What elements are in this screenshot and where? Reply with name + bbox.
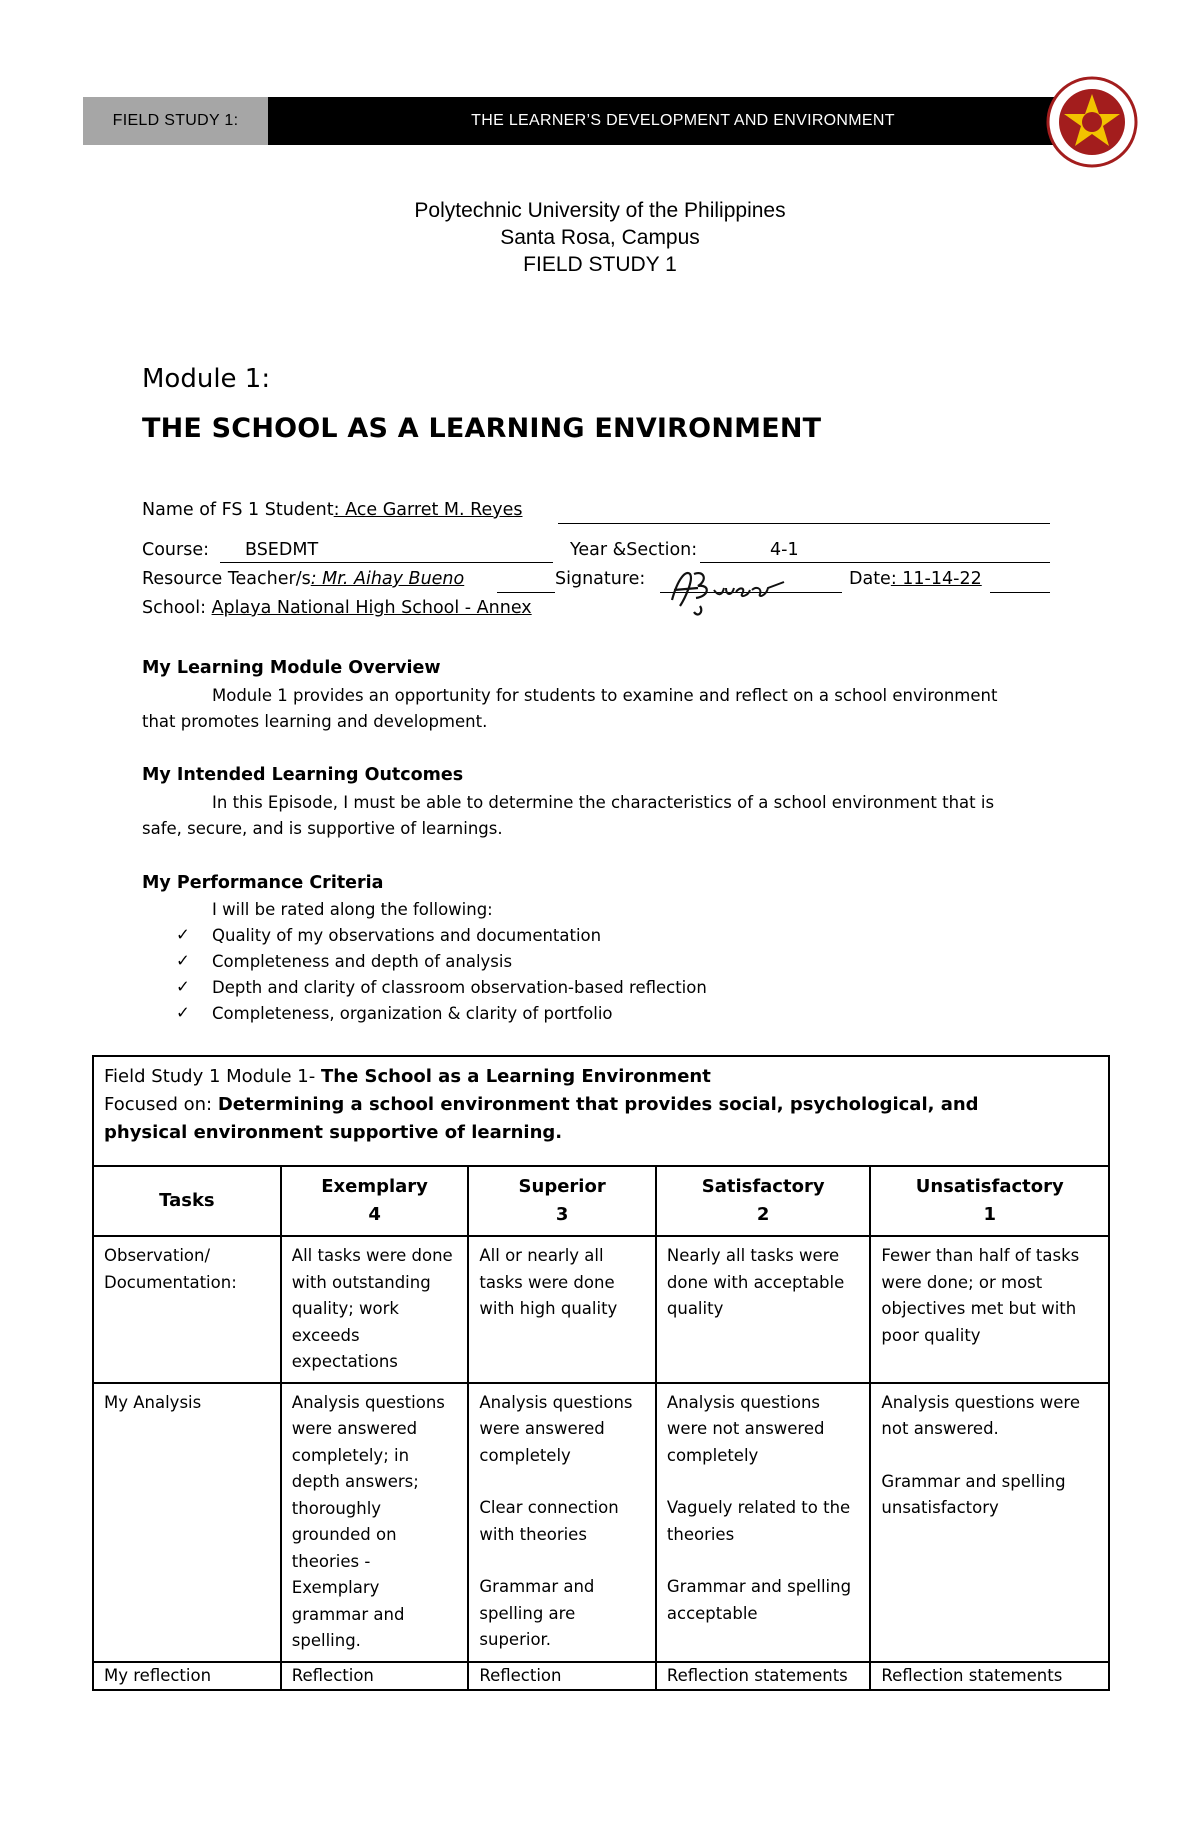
course-value: BSEDMT xyxy=(245,540,319,560)
satisfactory-cell: Nearly all tasks were done with acceptable quality xyxy=(656,1236,871,1383)
header-satisfactory xyxy=(656,1166,871,1236)
year-section-label: Year &Section: xyxy=(570,540,698,560)
student-name-value: : Ace Garret M. Reyes xyxy=(333,500,523,520)
superior-text-2: Clear connection with theories xyxy=(479,1498,619,1544)
check-icon: ✓ xyxy=(176,951,190,970)
outcomes-paragraph xyxy=(142,790,1062,842)
criteria-heading: My Performance Criteria xyxy=(142,873,384,893)
student-name-underline xyxy=(558,523,1050,524)
satisfactory-cell xyxy=(656,1383,871,1662)
date-value: : 11-14-22 xyxy=(890,569,982,589)
student-name-field xyxy=(142,500,523,520)
date-field xyxy=(849,569,982,589)
outcomes-line-2: safe, secure, and is supportive of learnings. xyxy=(142,819,503,838)
task-cell: My reflection xyxy=(93,1662,281,1691)
course-field xyxy=(142,540,209,560)
rubric-row-observation xyxy=(93,1236,1109,1383)
superior-cell: Reflection xyxy=(468,1662,656,1691)
year-section-value: 4-1 xyxy=(770,540,799,560)
unsatisfactory-cell xyxy=(870,1383,1109,1662)
teacher-label: Resource Teacher/s xyxy=(142,569,311,589)
task-cell: My Analysis xyxy=(93,1383,281,1662)
header-exemplary-label: Exemplary xyxy=(321,1176,428,1197)
outcomes-heading: My Intended Learning Outcomes xyxy=(142,765,464,785)
satisfactory-text-1: Analysis questions were not answered completely xyxy=(666,1392,825,1465)
header-satisfactory-score: 2 xyxy=(756,1204,770,1225)
course-label: Course: xyxy=(142,540,209,560)
exemplary-cell: All tasks were done with outstanding quality; work exceeds expectations xyxy=(281,1236,469,1383)
exemplary-cell: Analysis questions were answered completely; in depth answers; thoroughly grounded on theories -Exemplary grammar and spelling. xyxy=(281,1383,469,1662)
rubric-caption-row xyxy=(93,1056,1109,1166)
superior-cell xyxy=(468,1383,656,1662)
unsatisfactory-cell: Reflection statements xyxy=(870,1662,1109,1691)
rubric-row-analysis xyxy=(93,1383,1109,1662)
module-title: THE SCHOOL AS A LEARNING ENVIRONMENT xyxy=(142,413,822,444)
rubric-caption xyxy=(93,1056,1109,1166)
rubric-table xyxy=(92,1055,1110,1691)
unsatisfactory-text-2: Grammar and spelling unsatisfactory xyxy=(881,1471,1066,1517)
caption-prefix: Field Study 1 Module 1- xyxy=(104,1066,321,1087)
caption-title: The School as a Learning Environment xyxy=(320,1066,711,1087)
criteria-item: Depth and clarity of classroom observation-based reflection xyxy=(212,978,707,997)
check-icon: ✓ xyxy=(176,977,190,996)
header-exemplary xyxy=(281,1166,469,1236)
header-unsatisfactory-label: Unsatisfactory xyxy=(915,1176,1064,1197)
overview-line-2: that promotes learning and development. xyxy=(142,712,488,731)
satisfactory-cell: Reflection statements xyxy=(656,1662,871,1691)
header-right-label: THE LEARNER’S DEVELOPMENT AND ENVIRONMENT xyxy=(268,97,1098,145)
header-superior-label: Superior xyxy=(518,1176,606,1197)
header-tasks: Tasks xyxy=(93,1166,281,1236)
date-underline xyxy=(990,592,1050,593)
header-superior xyxy=(468,1166,656,1236)
criteria-item: Quality of my observations and documentation xyxy=(212,926,602,945)
school-field xyxy=(142,598,532,618)
superior-text-1: Analysis questions were answered completely xyxy=(479,1392,633,1465)
overview-line-1: Module 1 provides an opportunity for students to examine and reflect on a school environment xyxy=(212,686,998,705)
check-icon: ✓ xyxy=(176,925,190,944)
outcomes-line-1: In this Episode, I must be able to determine the characteristics of a school environment that is xyxy=(212,793,995,812)
signature-label: Signature: xyxy=(555,569,646,589)
unsatisfactory-text-1: Analysis questions were not answered. xyxy=(881,1392,1080,1438)
course-title: FIELD STUDY 1 xyxy=(523,253,677,276)
teacher-value: : Mr. Aihay Bueno xyxy=(310,569,465,589)
school-label: School: xyxy=(142,598,212,618)
header-superior-score: 3 xyxy=(555,1204,569,1225)
superior-cell: All or nearly all tasks were done with high quality xyxy=(468,1236,656,1383)
satisfactory-text-2: Vaguely related to the theories xyxy=(666,1498,851,1544)
header-exemplary-score: 4 xyxy=(368,1204,381,1225)
rubric-header-row xyxy=(93,1166,1109,1236)
unsatisfactory-cell: Fewer than half of tasks were done; or most objectives met but with poor quality xyxy=(870,1236,1109,1383)
header-left-label: FIELD STUDY 1: xyxy=(83,97,268,145)
caption-focus-text-cont: physical environment supportive of learning. xyxy=(104,1122,563,1143)
superior-text-3: Grammar and spelling are superior. xyxy=(479,1577,595,1649)
course-underline xyxy=(220,562,553,563)
exemplary-cell: Reflection xyxy=(281,1662,469,1691)
teacher-field xyxy=(142,569,464,589)
task-cell: Observation/ Documentation: xyxy=(93,1236,281,1383)
overview-paragraph xyxy=(142,683,1062,735)
criteria-item: Completeness and depth of analysis xyxy=(212,952,513,971)
criteria-intro: I will be rated along the following: xyxy=(212,900,493,919)
university-name: Polytechnic University of the Philippines xyxy=(414,199,786,222)
header-unsatisfactory-score: 1 xyxy=(983,1204,996,1225)
caption-focus-label: Focused on: xyxy=(104,1094,218,1115)
overview-heading: My Learning Module Overview xyxy=(142,658,441,678)
date-label: Date xyxy=(849,569,891,589)
teacher-underline xyxy=(497,592,555,593)
school-value: Aplaya National High School - Annex xyxy=(211,598,532,618)
signature-image xyxy=(664,560,794,618)
header-satisfactory-label: Satisfactory xyxy=(701,1176,825,1197)
university-campus: Santa Rosa, Campus xyxy=(500,226,700,249)
check-icon: ✓ xyxy=(176,1003,190,1022)
header-unsatisfactory xyxy=(870,1166,1109,1236)
module-label: Module 1: xyxy=(142,364,271,394)
satisfactory-text-3: Grammar and spelling acceptable xyxy=(666,1577,852,1623)
university-seal-logo xyxy=(1046,76,1138,168)
student-name-label: Name of FS 1 Student xyxy=(142,500,334,520)
caption-focus-text: Determining a school environment that provides social, psychological, and xyxy=(217,1094,979,1115)
criteria-item: Completeness, organization & clarity of portfolio xyxy=(212,1004,613,1023)
rubric-row-reflection xyxy=(93,1662,1109,1691)
